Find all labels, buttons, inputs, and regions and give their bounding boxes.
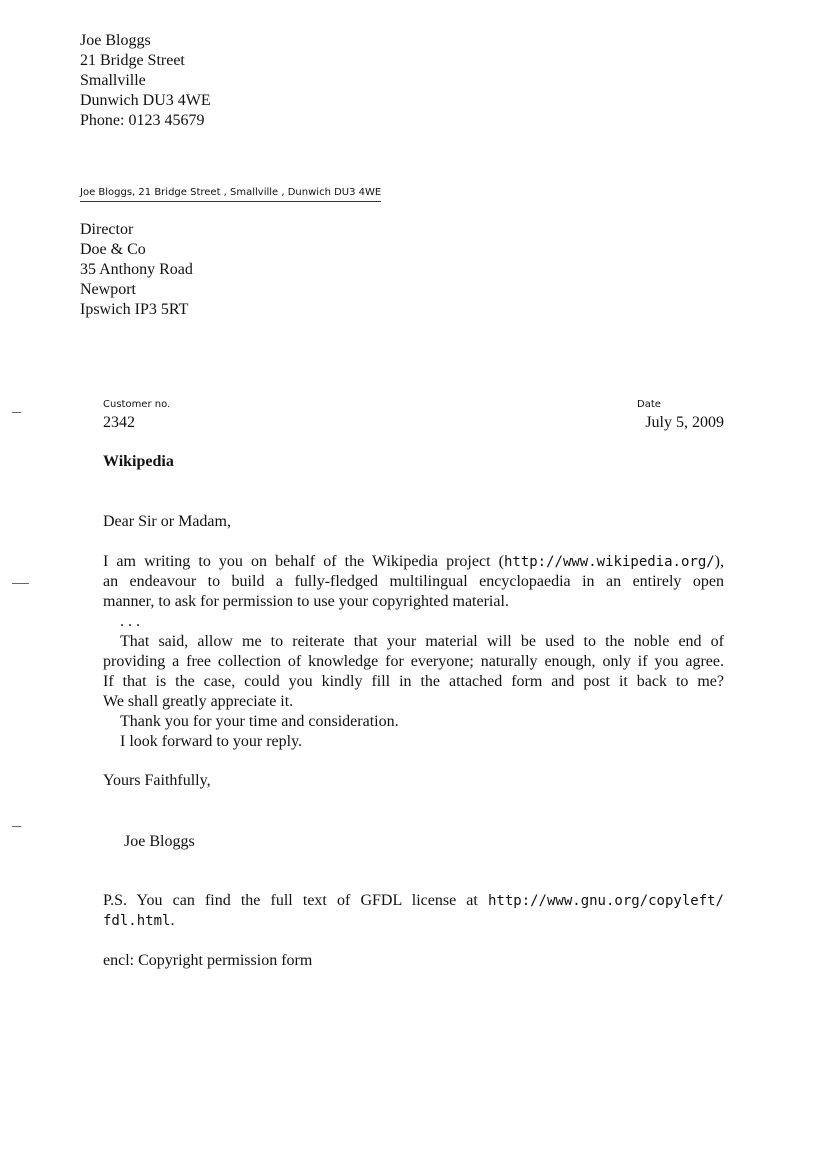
recipient-street: 35 Anthony Road [80, 261, 193, 278]
recipient-address [80, 220, 193, 320]
customer-number-value: 2342 [103, 414, 135, 431]
closing: Yours Faithfully, [103, 772, 211, 789]
body-paragraph-1 [103, 552, 724, 612]
recipient-city-postcode: Ipswich IP3 5RT [80, 301, 189, 318]
postscript [103, 891, 724, 931]
postscript-line [103, 911, 724, 931]
sender-address [80, 31, 211, 131]
body-paragraph-4: I look forward to your reply. [120, 733, 303, 750]
body-line: providing a free collection of knowledge for everyone; naturally enough, only if you agree. [103, 653, 724, 670]
ellipsis: . . . [120, 613, 140, 630]
fold-mark-top [12, 412, 21, 413]
body-line: If that is the case, could you kindly fill in the attached form and post it back to me? [103, 673, 724, 690]
date-value: July 5, 2009 [645, 414, 724, 431]
body-line: We shall greatly appreciate it. [103, 693, 294, 710]
wikipedia-url-link[interactable]: http://www.wikipedia.org/ [503, 554, 715, 570]
body-line: manner, to ask for permission to use your copyrighted material. [103, 593, 509, 610]
sender-street: 21 Bridge Street [80, 52, 185, 69]
recipient-title: Director [80, 221, 134, 238]
signature-name: Joe Bloggs [124, 833, 195, 850]
recipient-town: Newport [80, 281, 136, 298]
body-text: ), [714, 553, 724, 570]
sender-phone: Phone: 0123 45679 [80, 112, 205, 129]
date-label: Date [637, 399, 661, 410]
body-text: I am writing to you on behalf of the Wikipedia project ( [103, 553, 504, 570]
sender-town: Smallville [80, 72, 146, 89]
body-line: That said, allow me to reiterate that your material will be used to the noble end of [120, 633, 724, 650]
customer-number-label: Customer no. [103, 399, 171, 410]
subject-line: Wikipedia [103, 453, 174, 470]
body-paragraph-3: Thank you for your time and consideration. [120, 713, 399, 730]
opening-salutation: Dear Sir or Madam, [103, 513, 231, 530]
body-line [103, 552, 724, 572]
return-address-line: Joe Bloggs, 21 Bridge Street , Smallville , Dunwich DU3 4WE [80, 187, 381, 202]
postscript-line [103, 891, 724, 911]
enclosure-note: encl: Copyright permission form [103, 952, 313, 969]
postscript-period: . [170, 912, 175, 929]
sender-name: Joe Bloggs [80, 32, 151, 49]
gfdl-url-link-continued[interactable]: fdl.html [103, 913, 171, 929]
fold-mark-bottom [12, 826, 21, 827]
body-paragraph-2 [103, 632, 724, 752]
body-line: an endeavour to build a fully-fledged multilingual encyclopaedia in an entirely open [103, 573, 724, 590]
recipient-company: Doe & Co [80, 241, 146, 258]
gfdl-url-link[interactable]: http://www.gnu.org/copyleft/ [487, 893, 724, 909]
sender-city-postcode: Dunwich DU3 4WE [80, 92, 211, 109]
punch-mark [12, 583, 29, 584]
postscript-text: P.S. You can find the full text of GFDL license at [103, 892, 478, 909]
